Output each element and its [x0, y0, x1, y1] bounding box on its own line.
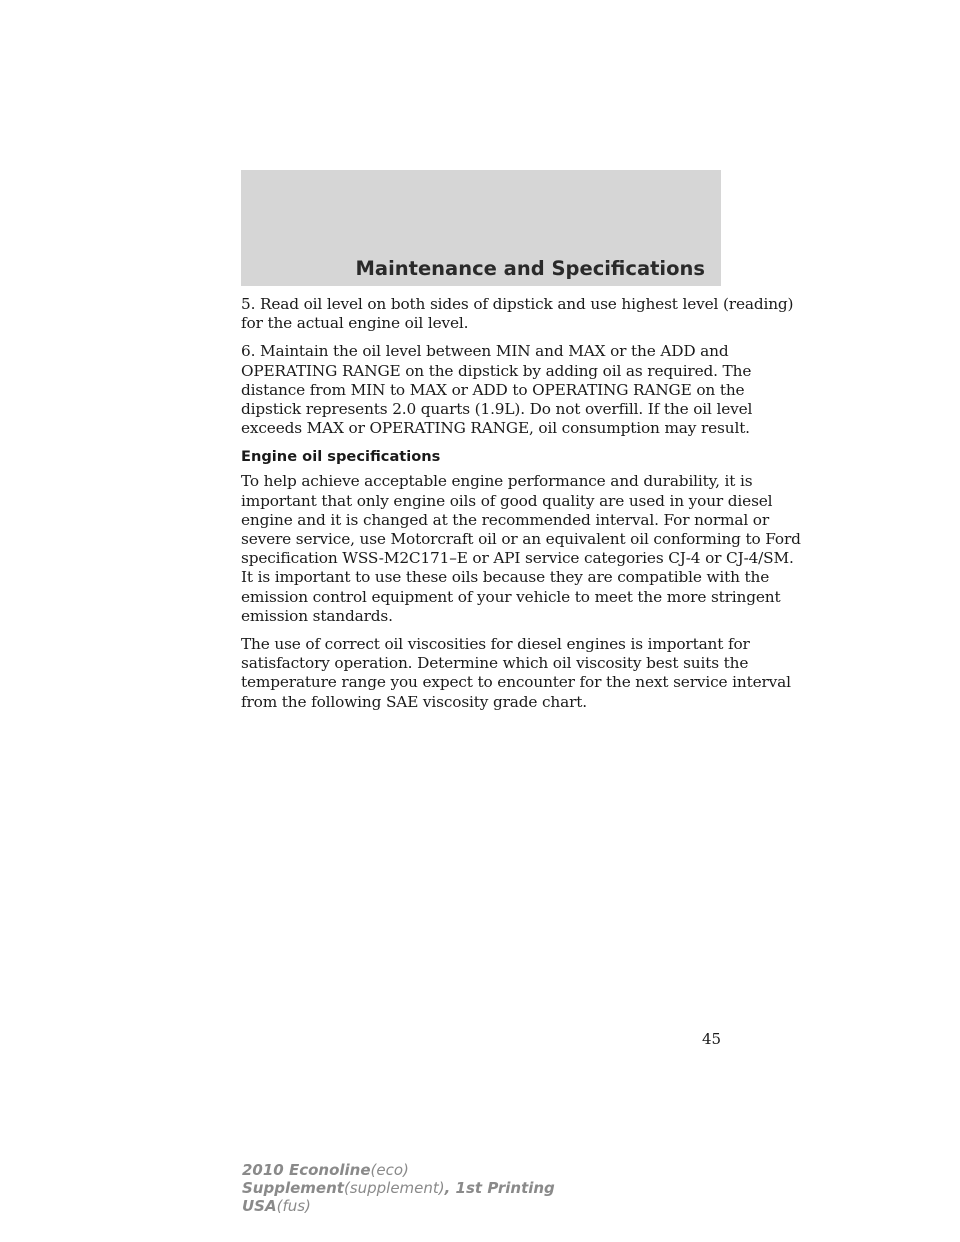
text-line: emission standards.	[241, 606, 393, 625]
page-number: 45	[702, 1030, 722, 1048]
text-line: It is important to use these oils because they are compatible with the	[241, 568, 770, 587]
step-6-paragraph	[241, 342, 753, 438]
footer-line-model: 2010 Econoline(eco)	[242, 1161, 409, 1179]
footer-line-market: USA(fus)	[242, 1197, 311, 1215]
footer-line-edition: Supplement(supplement), 1st Printing	[242, 1179, 555, 1197]
text-line: dipstick represents 2.0 quarts (1.9L). Do not overfill. If the oil level	[241, 400, 753, 419]
page-content	[241, 295, 801, 721]
text-line: exceeds MAX or OPERATING RANGE, oil consumption may result.	[241, 419, 750, 438]
text-line: from the following SAE viscosity grade chart.	[241, 692, 587, 711]
text-line: OPERATING RANGE on the dipstick by adding oil as required. The	[241, 361, 752, 380]
text-line: important that only engine oils of good quality are used in your diesel	[241, 491, 773, 510]
specifications-paragraph	[241, 472, 801, 626]
text-line: 5. Read oil level on both sides of dipstick and use highest level (reading)	[241, 295, 794, 313]
text-line: specification WSS-M2C171–E or API service categories CJ-4 or CJ-4/SM.	[241, 549, 794, 568]
viscosity-paragraph	[241, 635, 791, 712]
text-line: engine and it is changed at the recommended interval. For normal or	[241, 510, 770, 529]
step-5-paragraph	[241, 295, 794, 333]
text-line: satisfactory operation. Determine which oil viscosity best suits the	[241, 654, 749, 673]
text-line: 6. Maintain the oil level between MIN and MAX or the ADD and	[241, 342, 729, 361]
document-footer	[242, 1161, 555, 1215]
text-line: severe service, use Motorcraft oil or an equivalent oil conforming to Ford	[241, 530, 801, 549]
text-line: temperature range you expect to encounter for the next service interval	[241, 673, 791, 692]
section-title: Maintenance and Specifications	[355, 257, 705, 280]
section-header-band	[241, 170, 721, 286]
text-line: To help achieve acceptable engine performance and durability, it is	[241, 472, 753, 491]
text-line: for the actual engine oil level.	[241, 314, 469, 333]
text-line: emission control equipment of your vehicle to meet the more stringent	[241, 587, 781, 606]
text-line: distance from MIN to MAX or ADD to OPERATING RANGE on the	[241, 380, 745, 399]
text-line: The use of correct oil viscosities for diesel engines is important for	[241, 635, 750, 654]
engine-oil-specifications-heading: Engine oil specifications	[241, 448, 441, 466]
